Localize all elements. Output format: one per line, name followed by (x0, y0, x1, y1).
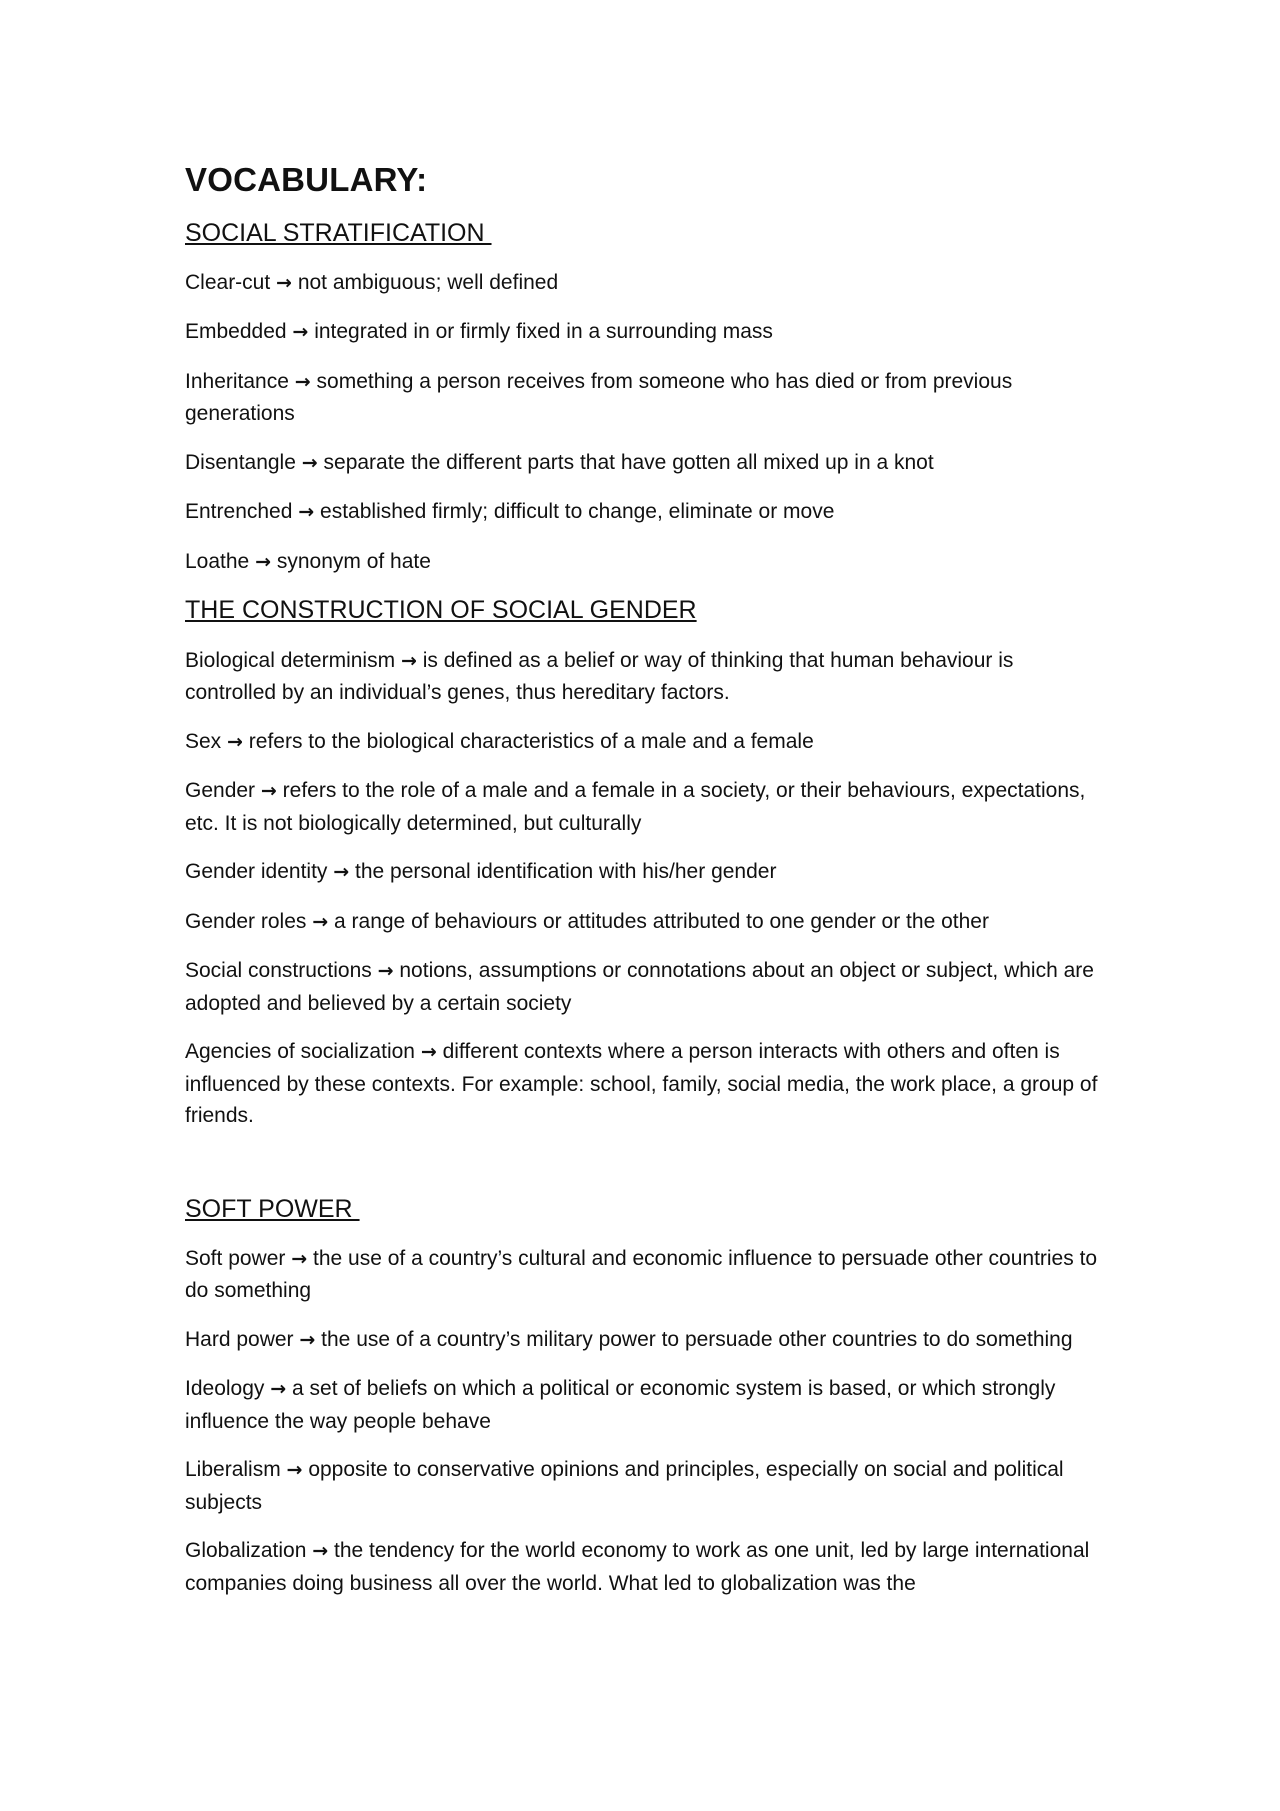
arrow-icon: → (227, 730, 243, 753)
vocab-definition: the use of a country’s cultural and economic influence to persuade other countries to do something (185, 1246, 1098, 1303)
vocab-term: Globalization (185, 1539, 307, 1563)
arrow-icon: → (301, 451, 318, 474)
vocab-definition: separate the different parts that have gotten all mixed up in a knot (323, 450, 934, 474)
section-heading-social-gender: THE CONSTRUCTION OF SOCIAL GENDER (185, 596, 697, 625)
vocab-term: Loathe (185, 549, 250, 573)
vocab-definition: opposite to conservative opinions and principles, especially on social and political subjects (185, 1458, 1064, 1514)
vocab-definition: the use of a country’s military power to persuade other countries to do something (321, 1327, 1073, 1351)
vocab-term: Liberalism (185, 1458, 281, 1482)
vocab-definition: not ambiguous; well defined (297, 270, 559, 294)
vocab-definition: the personal identification with his/her gender (355, 860, 777, 884)
blank-line (185, 1149, 1110, 1194)
vocab-entry (185, 906, 1110, 939)
vocab-term: Ideology (185, 1377, 265, 1401)
arrow-icon: → (270, 1378, 287, 1401)
arrow-icon: → (286, 1459, 303, 1482)
vocab-entry (185, 366, 1110, 430)
vocab-entry (185, 1373, 1110, 1437)
vocab-entry (185, 316, 1110, 349)
vocab-term: Social constructions (185, 959, 372, 983)
vocab-entry (185, 726, 1110, 759)
arrow-icon: → (400, 649, 417, 672)
arrow-icon: → (255, 550, 271, 573)
vocab-definition: refers to the role of a male and a female in a society, or their behaviours, expectations, etc. It is not biologically determined, but culturally (185, 779, 1086, 835)
vocab-definition: notions, assumptions or connotations about an object or subject, which are adopted and believed by a certain society (185, 959, 1094, 1015)
vocab-term: Inheritance (185, 369, 289, 393)
vocab-term: Gender roles (185, 909, 307, 933)
vocab-entry (185, 856, 1110, 889)
section-heading-soft-power: SOFT POWER (185, 1194, 360, 1223)
arrow-icon: → (291, 1247, 308, 1270)
vocab-definition: integrated in or firmly fixed in a surrounding mass (314, 320, 773, 344)
vocab-entry (185, 955, 1110, 1019)
arrow-icon: → (377, 960, 394, 983)
vocab-entry (185, 267, 1110, 300)
vocab-entry (185, 1243, 1110, 1307)
section-heading-social-stratification: SOCIAL STRATIFICATION (185, 218, 492, 247)
vocab-term: Hard power (185, 1327, 294, 1351)
vocab-term: Entrenched (185, 500, 293, 524)
vocab-entry (185, 645, 1110, 709)
vocab-definition: is defined as a belief or way of thinking that human behaviour is controlled by an individual’s genes, thus hereditary factors. (185, 648, 1014, 705)
arrow-icon: → (276, 271, 292, 294)
vocab-term: Clear-cut (185, 270, 271, 294)
arrow-icon: → (420, 1041, 437, 1064)
arrow-icon: → (312, 1540, 329, 1563)
arrow-icon: → (298, 501, 315, 524)
vocab-definition: the tendency for the world economy to work as one unit, led by large international companies doing business all over the world. What led to globalization was the (185, 1539, 1090, 1595)
vocab-term: Sex (185, 729, 222, 753)
vocab-definition: synonym of hate (276, 549, 431, 573)
vocab-definition: a range of behaviours or attitudes attributed to one gender or the other (334, 909, 989, 933)
vocab-entry (185, 496, 1110, 529)
arrow-icon: → (294, 370, 311, 393)
arrow-icon: → (333, 861, 350, 884)
arrow-icon: → (260, 780, 277, 803)
vocab-term: Disentangle (185, 450, 296, 474)
page-title: VOCABULARY: (185, 161, 428, 198)
vocab-entry (185, 546, 1110, 579)
arrow-icon: → (312, 910, 329, 933)
vocab-term: Gender (185, 779, 256, 803)
vocab-term: Soft power (185, 1246, 286, 1270)
vocab-term: Biological determinism (185, 648, 396, 672)
vocab-definition: refers to the biological characteristics of a male and a female (248, 729, 814, 753)
document-page (185, 150, 1110, 1616)
vocab-entry (185, 1036, 1110, 1132)
vocab-definition: a set of beliefs on which a political or economic system is based, or which strongly influence the way people behave (185, 1377, 1056, 1433)
vocab-entry (185, 1324, 1110, 1357)
vocab-term: Agencies of socialization (185, 1040, 415, 1064)
vocab-entry (185, 1454, 1110, 1518)
vocab-term: Embedded (185, 320, 287, 344)
vocab-entry (185, 775, 1110, 839)
arrow-icon: → (292, 321, 309, 344)
vocab-term: Gender identity (185, 860, 328, 884)
vocab-definition: different contexts where a person interacts with others and often is influenced by these contexts. For example: school, family, social media, the work place, a group of friends. (185, 1040, 1098, 1128)
vocab-definition: something a person receives from someone who has died or from previous generations (185, 369, 1013, 426)
vocab-entry (185, 1535, 1110, 1599)
arrow-icon: → (299, 1328, 316, 1351)
vocab-entry (185, 447, 1110, 480)
vocab-definition: established firmly; difficult to change, eliminate or move (320, 500, 835, 524)
